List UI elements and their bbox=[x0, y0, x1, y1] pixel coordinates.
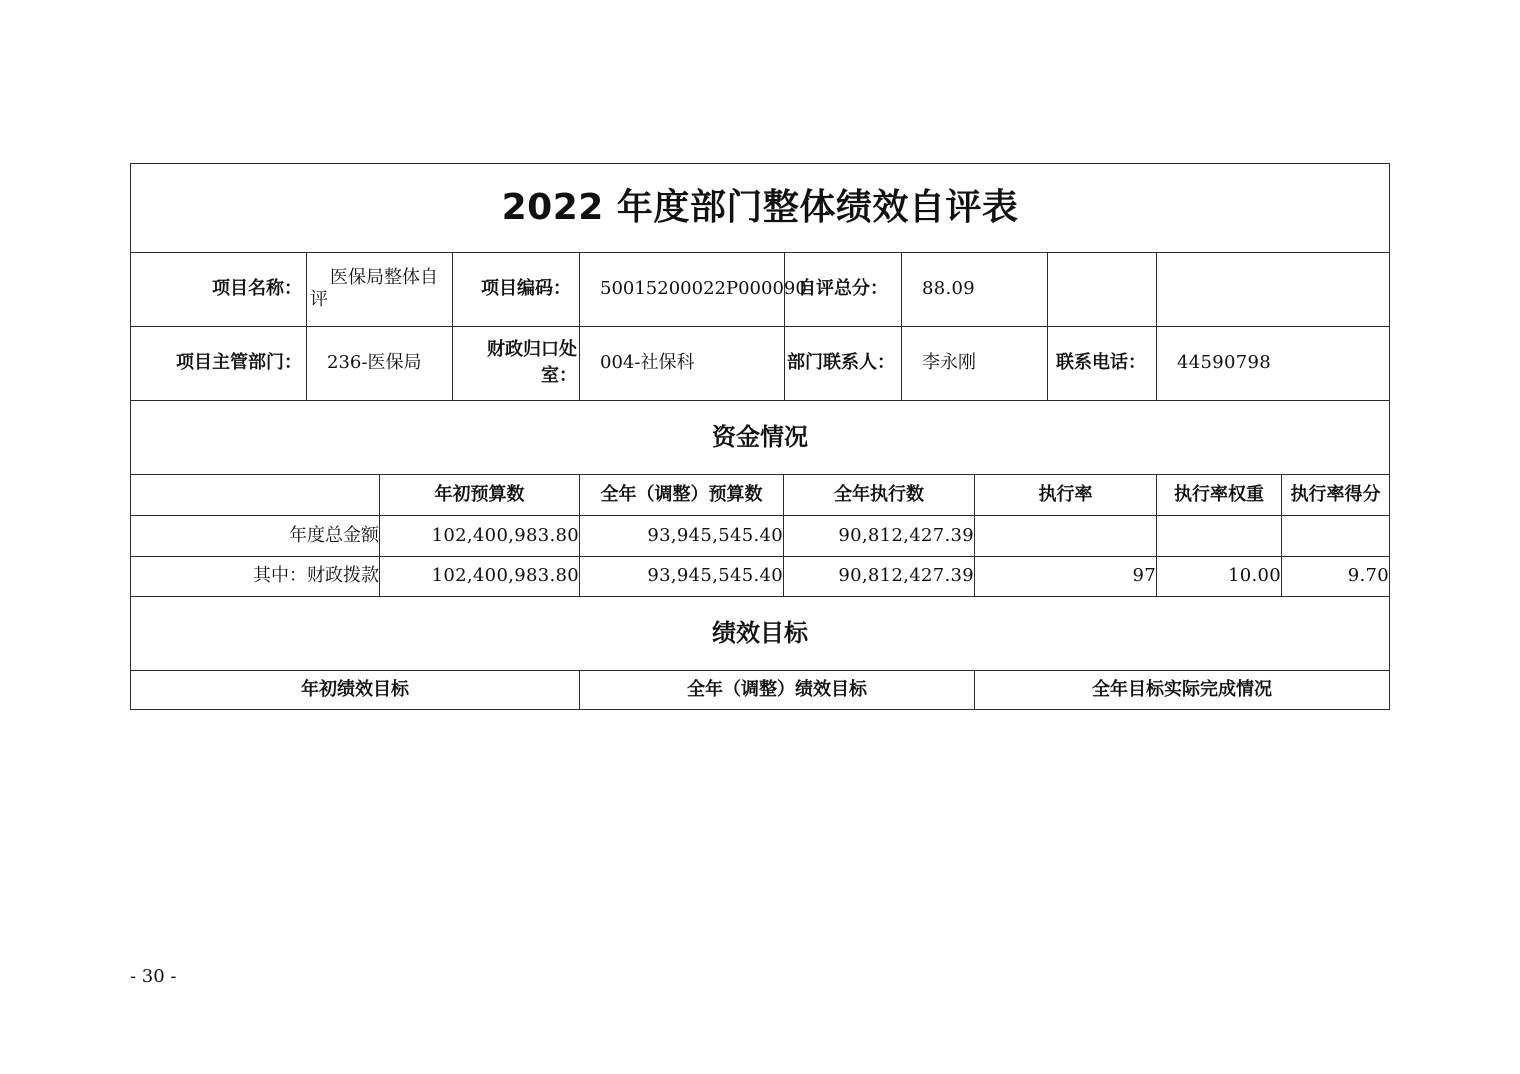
col-header-execution-rate: 执行率 bbox=[1038, 483, 1093, 505]
col-header-executed: 全年执行数 bbox=[834, 483, 924, 505]
contact-value: 李永刚 bbox=[922, 352, 976, 373]
project-code-value: 50015200022P000090 bbox=[600, 278, 807, 299]
col-header-rate-weight: 执行率权重 bbox=[1174, 483, 1264, 505]
contact-label: 部门联系人： bbox=[787, 352, 895, 373]
table-cell-score bbox=[1282, 515, 1389, 556]
table-cell-executed: 90,812,427.39 bbox=[838, 565, 974, 586]
col-header-initial-budget: 年初预算数 bbox=[434, 483, 525, 505]
page-title: 2022 年度部门整体绩效自评表 bbox=[501, 187, 1019, 228]
evaluation-table bbox=[130, 163, 1390, 710]
col-header-actual-completion: 全年目标实际完成情况 bbox=[1092, 679, 1272, 700]
table-cell-weight: 10.00 bbox=[1227, 565, 1281, 586]
finance-value: 004-社保科 bbox=[600, 352, 695, 373]
col-header-initial-goals: 年初绩效目标 bbox=[301, 679, 409, 700]
table-cell-rate: 97 bbox=[1132, 565, 1156, 586]
table-cell-executed: 90,812,427.39 bbox=[838, 524, 974, 546]
table-row-label: 年度总金额 bbox=[289, 524, 379, 546]
project-code-label: 项目编码： bbox=[481, 278, 571, 299]
col-header-rate-score: 执行率得分 bbox=[1290, 483, 1381, 505]
phone-label: 联系电话： bbox=[1056, 352, 1146, 373]
table-cell-adjusted: 93,945,545.40 bbox=[647, 524, 783, 546]
phone-value: 44590798 bbox=[1177, 352, 1272, 373]
table-cell-initial: 102,400,983.80 bbox=[431, 524, 579, 546]
dept-label: 项目主管部门： bbox=[176, 352, 302, 373]
table-row-label: 其中：财政拨款 bbox=[253, 565, 379, 586]
project-name-label: 项目名称： bbox=[212, 278, 302, 299]
goals-section-title: 绩效目标 bbox=[712, 619, 808, 647]
dept-value: 236-医保局 bbox=[327, 352, 422, 373]
score-label: 自评总分： bbox=[798, 278, 888, 299]
col-header-adjusted-budget: 全年（调整）预算数 bbox=[600, 483, 763, 505]
score-value: 88.09 bbox=[922, 278, 976, 299]
finance-label: 财政归口处室： bbox=[487, 339, 577, 386]
table-cell-weight bbox=[1157, 515, 1281, 556]
col-header-adjusted-goals: 全年（调整）绩效目标 bbox=[687, 679, 867, 700]
table-cell-score: 9.70 bbox=[1347, 565, 1389, 586]
table-cell-initial: 102,400,983.80 bbox=[431, 565, 579, 586]
page-number: - 30 - bbox=[130, 966, 177, 987]
table-cell-adjusted: 93,945,545.40 bbox=[647, 565, 783, 586]
project-name-value: 医保局整体自评 bbox=[310, 267, 438, 310]
table-cell-rate bbox=[975, 515, 1156, 556]
funds-section-title: 资金情况 bbox=[712, 423, 808, 451]
